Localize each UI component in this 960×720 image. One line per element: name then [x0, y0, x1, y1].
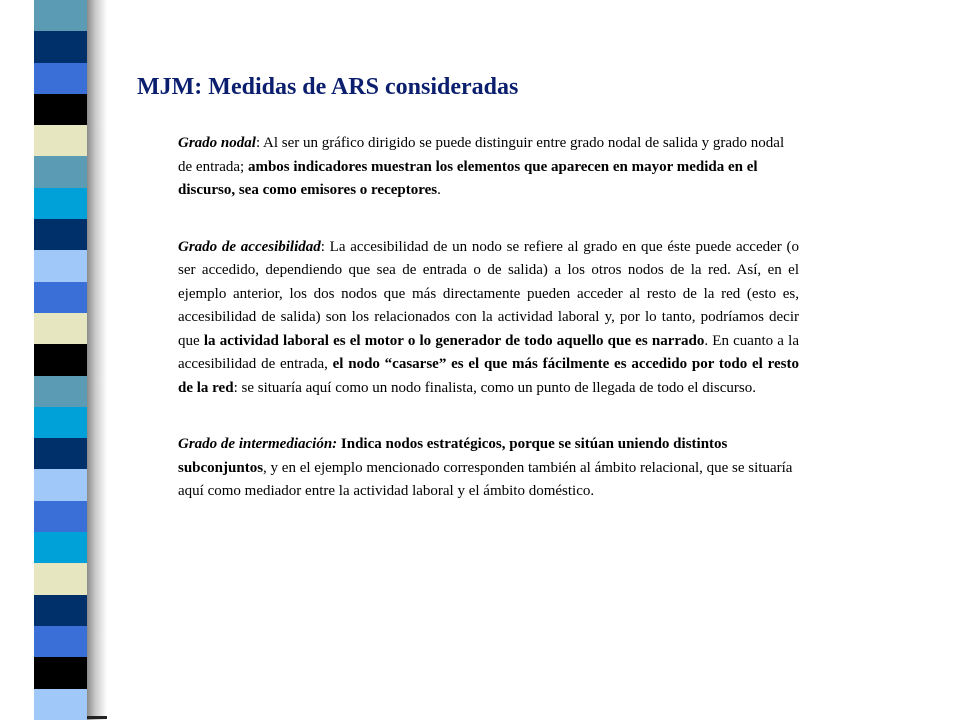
- stripe-segment: [34, 125, 87, 156]
- stripe-segment: [34, 188, 87, 219]
- stripe-segment: [34, 63, 87, 94]
- stripe-segment: [34, 250, 87, 281]
- p3-bold-1: Indica nodos estratégicos, porque se sitúan uniendo distintos subconjuntos: [178, 436, 728, 476]
- p2-text-3: : se situaría aquí como un nodo finalista, como un punto de llegada de todo el discurso.: [233, 379, 756, 396]
- decorative-stripe-bar: [34, 0, 87, 720]
- stripe-bottom-line: [87, 716, 107, 719]
- stripe-segment: [34, 532, 87, 563]
- p2-text-2: . En cuanto a la accesibilidad de entrada,: [178, 332, 799, 372]
- paragraph-grado-nodal: [178, 132, 799, 203]
- stripe-shadow: [87, 0, 107, 720]
- stripe-segment: [34, 376, 87, 407]
- p2-text-1: : La accesibilidad de un nodo se refiere al grado en que éste puede acceder (o ser accedido, dependiendo que sea de entrada o de salida) a los otros nodos de la red. Así, en el ejemplo anterior, los dos nodos que más directamente pueden acceder al resto de la red (esto es, accesibilidad de salida) son los relacionados con la actividad laboral y, por lo tanto, podríamos decir que: [178, 238, 799, 349]
- stripe-segment: [34, 219, 87, 250]
- paragraph-grado-accesibilidad: [178, 236, 799, 401]
- p1-text-1: : Al ser un gráfico dirigido se puede distinguir entre grado nodal de salida y grado nodal de entrada;: [178, 135, 785, 175]
- term-grado-accesibilidad: Grado de accesibilidad: [178, 238, 321, 255]
- stripe-segment: [34, 501, 87, 532]
- term-grado-intermediacion: Grado de intermediación:: [178, 436, 338, 452]
- stripe-segment: [34, 94, 87, 125]
- p1-text-2: .: [437, 182, 441, 198]
- stripe-segment: [34, 156, 87, 187]
- stripe-segment: [34, 689, 87, 720]
- p2-bold-2: el nodo “casarse” es el que más fácilmente es accedido por todo el resto de la red: [178, 356, 799, 396]
- stripe-segment: [34, 282, 87, 313]
- stripe-segment: [34, 313, 87, 344]
- stripe-segment: [34, 31, 87, 62]
- paragraph-grado-intermediacion: [178, 433, 799, 504]
- stripe-segment: [34, 595, 87, 626]
- stripe-segment: [34, 469, 87, 500]
- stripe-segment: [34, 0, 87, 31]
- slide-title: MJM: Medidas de ARS consideradas: [137, 74, 519, 100]
- p1-bold-1: ambos indicadores muestran los elementos que aparecen en mayor medida en el discurso, sea como emisores o receptores: [178, 158, 758, 198]
- p2-bold-1: la actividad laboral es el motor o lo generador de todo aquello que es narrado: [203, 332, 705, 349]
- stripe-segment: [34, 563, 87, 594]
- stripe-segment: [34, 344, 87, 375]
- stripe-segment: [34, 407, 87, 438]
- stripe-segment: [34, 626, 87, 657]
- stripe-segment: [34, 438, 87, 469]
- slide-body: [178, 132, 799, 504]
- term-grado-nodal: Grado nodal: [178, 135, 256, 151]
- p3-text-1: , y en el ejemplo mencionado corresponden también al ámbito relacional, que se situaría aquí como mediador entre la actividad laboral y el ámbito doméstico.: [178, 459, 793, 499]
- stripe-segment: [34, 657, 87, 688]
